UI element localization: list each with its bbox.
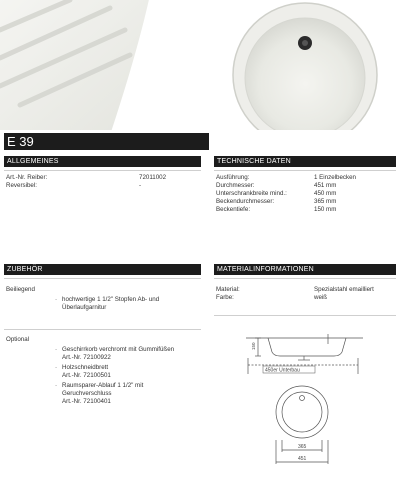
beiliegend-item: hochwertige 1 1/2" Stopfen Ab- und Überlaufgarnitur: [62, 296, 160, 311]
optional-item-art: Art.-Nr. 72100501: [62, 372, 111, 379]
spec-value: 451 mm: [314, 182, 337, 189]
section-heading-zubehoer: ZUBEHÖR: [4, 264, 201, 275]
spec-value: -: [139, 182, 142, 189]
drawing-top-view: [258, 384, 348, 470]
bullet: ·: [55, 364, 58, 371]
dim-cabinet-label: 450er Unterbau: [265, 367, 300, 374]
divider: [4, 170, 201, 171]
drawing-side-view: [238, 328, 368, 378]
bullet: ·: [55, 296, 58, 303]
section-heading-technische-daten: TECHNISCHE DATEN: [214, 156, 396, 167]
sink-bowl: [233, 3, 377, 130]
optional-item-art: Art.-Nr. 72100922: [62, 354, 111, 361]
spec-label: Art.-Nr. Reiber:: [6, 174, 48, 181]
beiliegend-label: Beiliegend: [6, 286, 35, 293]
product-photo: [0, 0, 400, 130]
divider: [4, 278, 201, 279]
spec-value: 450 mm: [314, 190, 337, 197]
spec-label: Reversibel:: [6, 182, 37, 189]
optional-item-name: Geschirrkorb verchromt mit Gummifüßen: [62, 346, 175, 353]
dim-depth-label: 150: [251, 342, 256, 350]
spec-label: Ausführung:: [216, 174, 250, 181]
optional-item-name: Raumsparer-Ablauf 1 1/2" mit Geruchverschluss: [62, 382, 144, 397]
product-photo-svg: [0, 0, 400, 130]
divider: [214, 170, 396, 171]
spec-label: Beckendurchmesser:: [216, 198, 275, 205]
spec-value: 72011002: [139, 174, 167, 181]
bullet: ·: [55, 382, 58, 389]
spec-value: 365 mm: [314, 198, 337, 205]
spec-label: Beckentiefe:: [216, 206, 251, 213]
spec-label: Material:: [216, 286, 240, 293]
spec-value: 150 mm: [314, 206, 337, 213]
optional-item-name: Holzschneidbrett: [62, 364, 109, 371]
side-view-svg: [238, 328, 368, 378]
bullet: ·: [55, 346, 58, 353]
optional-label: Optional: [6, 336, 30, 343]
dim-inner-label: 365: [298, 444, 307, 450]
spec-value: 1 Einzelbecken: [314, 174, 356, 181]
spec-value: weiß: [314, 294, 328, 301]
divider: [4, 329, 201, 330]
drainboard: [0, 0, 150, 130]
product-title: E 39: [7, 134, 34, 149]
spec-label: Unterschrankbreite mind.:: [216, 190, 287, 197]
spec-label: Farbe:: [216, 294, 234, 301]
title-bar: [4, 133, 209, 150]
spec-label: Durchmesser:: [216, 182, 255, 189]
top-view-svg: [258, 384, 348, 470]
divider: [214, 278, 396, 279]
dim-outer-label: 451: [298, 456, 307, 462]
divider: [214, 315, 396, 316]
optional-item-art: Art.-Nr. 72100401: [62, 398, 111, 405]
section-heading-allgemeines: ALLGEMEINES: [4, 156, 201, 167]
spec-value: Spezialstahl emailliert: [314, 286, 374, 293]
section-heading-materialinformationen: MATERIALINFORMATIONEN: [214, 264, 396, 275]
